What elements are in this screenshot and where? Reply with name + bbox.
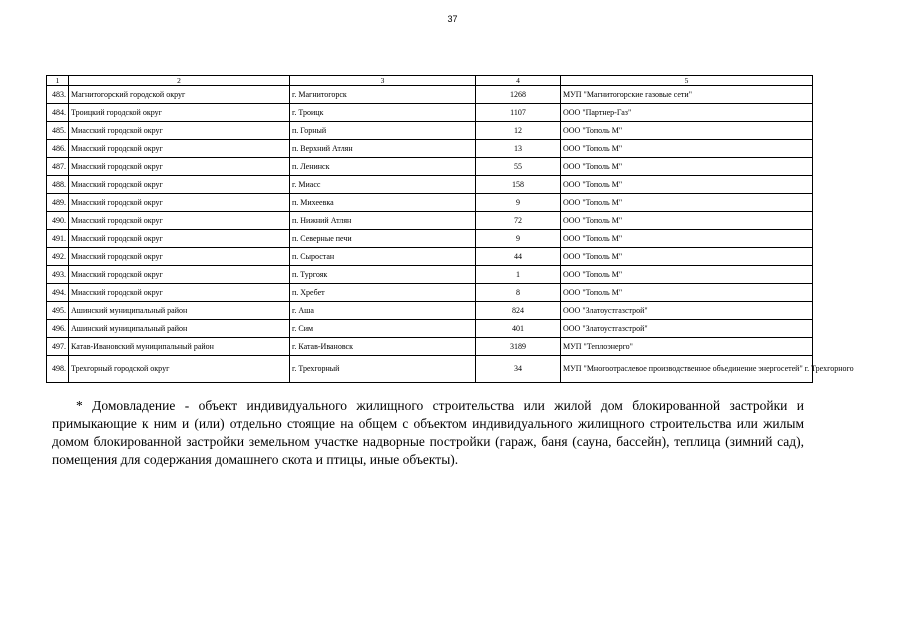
footnote: * Домовладение - объект индивидуального жилищного строительства или жилой дом блокированной застройки и примыкающие к ним и (или) отдельно стоящие на общем с объектом индивидуального жилищного строительства или жилым домом блокированной застройки земельном участке надворные постройки (гараж, баня (сауна, бассейн), теплица (зимний сад), помещения для содержания домашнего скота и птицы, иные объекты). [52,398,804,467]
row-number: 498. [47,356,69,383]
registry-table [46,75,854,383]
organization-cell: ООО "Тополь М" [561,176,813,194]
table-row [47,158,813,176]
district-cell: Миасский городской округ [69,176,290,194]
organization-cell: ООО "Тополь М" [561,122,813,140]
district-cell: Троицкий городской округ [69,104,290,122]
table-row [47,338,813,356]
row-number: 496. [47,320,69,338]
settlement-cell: г. Трехгорный [290,356,476,383]
column-header: 3 [290,76,476,86]
table-row [47,104,813,122]
settlement-cell: п. Сыростан [290,248,476,266]
count-cell: 13 [476,140,561,158]
settlement-cell: п. Хребет [290,284,476,302]
settlement-cell: г. Сим [290,320,476,338]
settlement-cell: п. Тургояк [290,266,476,284]
district-cell: Магнитогорский городской округ [69,86,290,104]
column-header: 1 [47,76,69,86]
row-number: 486. [47,140,69,158]
count-cell: 44 [476,248,561,266]
district-cell: Ашинский муниципальный район [69,302,290,320]
page-number: 37 [447,14,458,24]
district-cell: Миасский городской округ [69,212,290,230]
row-number: 483. [47,86,69,104]
count-cell: 401 [476,320,561,338]
table-row [47,122,813,140]
count-cell: 1107 [476,104,561,122]
count-cell: 55 [476,158,561,176]
table-row [47,230,813,248]
organization-cell: ООО "Тополь М" [561,248,813,266]
count-cell: 3189 [476,338,561,356]
count-cell: 34 [476,356,561,383]
count-cell: 1268 [476,86,561,104]
table-row [47,302,813,320]
organization-cell: МУП "Магнитогорские газовые сети" [561,86,813,104]
organization-cell: ООО "Златоустгазстрой" [561,320,813,338]
count-cell: 1 [476,266,561,284]
row-number: 489. [47,194,69,212]
settlement-cell: п. Михеевка [290,194,476,212]
organization-cell: ООО "Тополь М" [561,266,813,284]
table-row [47,284,813,302]
settlement-cell: г. Аша [290,302,476,320]
count-cell: 158 [476,176,561,194]
table-row [47,212,813,230]
district-cell: Миасский городской округ [69,266,290,284]
count-cell: 12 [476,122,561,140]
column-header: 4 [476,76,561,86]
row-number: 484. [47,104,69,122]
row-number: 493. [47,266,69,284]
settlement-cell: п. Верхний Атлян [290,140,476,158]
table-row [47,356,813,383]
organization-cell: ООО "Тополь М" [561,212,813,230]
table-row [47,266,813,284]
district-cell: Катав-Ивановский муниципальный район [69,338,290,356]
column-header: 5 [561,76,813,86]
table-body [47,86,854,383]
settlement-cell: п. Ленинск [290,158,476,176]
district-cell: Миасский городской округ [69,248,290,266]
settlement-cell: п. Северные печи [290,230,476,248]
column-header: 2 [69,76,290,86]
row-number: 485. [47,122,69,140]
organization-cell: ООО "Тополь М" [561,194,813,212]
settlement-cell: п. Горный [290,122,476,140]
settlement-cell: г. Миасс [290,176,476,194]
count-cell: 9 [476,194,561,212]
table-row [47,320,813,338]
settlement-cell: г. Троицк [290,104,476,122]
table-row [47,194,813,212]
district-cell: Миасский городской округ [69,122,290,140]
district-cell: Миасский городской округ [69,140,290,158]
row-number: 492. [47,248,69,266]
organization-cell: ООО "Тополь М" [561,230,813,248]
district-cell: Миасский городской округ [69,230,290,248]
table-row [47,86,813,104]
count-cell: 8 [476,284,561,302]
count-cell: 9 [476,230,561,248]
district-cell: Трехгорный городской округ [69,356,290,383]
settlement-cell: п. Нижний Атлян [290,212,476,230]
settlement-cell: г. Катав-Ивановск [290,338,476,356]
table-row [47,140,813,158]
count-cell: 72 [476,212,561,230]
district-cell: Миасский городской округ [69,158,290,176]
organization-cell: ООО "Тополь М" [561,140,813,158]
table-row [47,248,813,266]
district-cell: Миасский городской округ [69,284,290,302]
organization-cell: ООО "Партнер-Газ" [561,104,813,122]
organization-cell: МУП "Многоотраслевое производственное объединение энергосетей" г. Трехгорного [561,356,813,383]
district-cell: Миасский городской округ [69,194,290,212]
organization-cell: ООО "Златоустгазстрой" [561,302,813,320]
district-cell: Ашинский муниципальный район [69,320,290,338]
organization-cell: ООО "Тополь М" [561,158,813,176]
organization-cell: ООО "Тополь М" [561,284,813,302]
count-cell: 824 [476,302,561,320]
row-number: 490. [47,212,69,230]
table-row [47,176,813,194]
row-number: 491. [47,230,69,248]
row-number: 495. [47,302,69,320]
organization-cell: МУП "Теплоэнерго" [561,338,813,356]
row-number: 487. [47,158,69,176]
settlement-cell: г. Магнитогорск [290,86,476,104]
table-header-row [47,76,813,86]
row-number: 488. [47,176,69,194]
row-number: 497. [47,338,69,356]
row-number: 494. [47,284,69,302]
